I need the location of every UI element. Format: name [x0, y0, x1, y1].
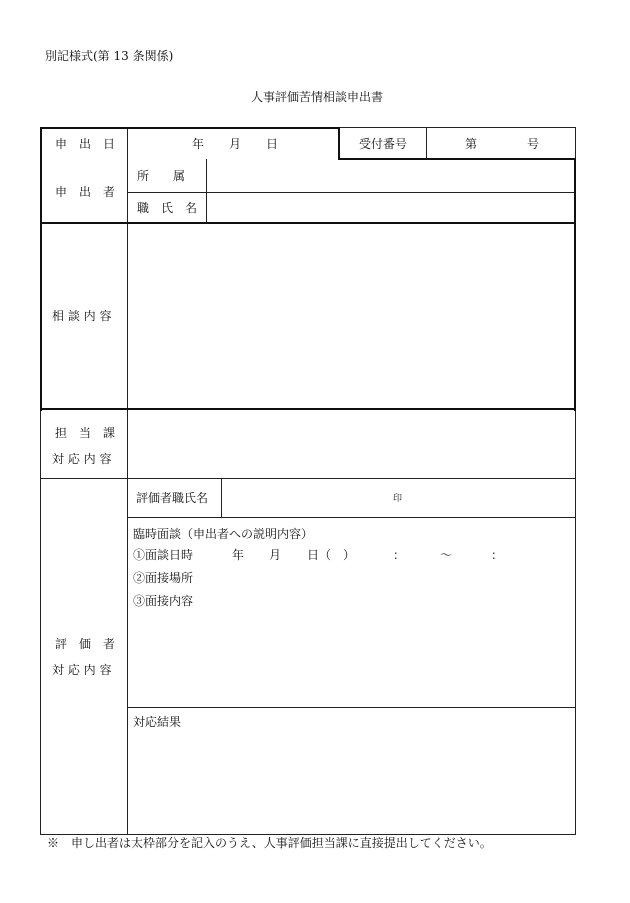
time-colon-start: ：	[393, 548, 406, 562]
line	[127, 192, 576, 193]
day-label: 日	[266, 137, 279, 151]
department-label-line2: 対 応 内 容	[52, 452, 112, 466]
name-label: 職 氏 名	[137, 201, 198, 215]
thick-line	[574, 158, 576, 411]
interview-year: 年	[232, 548, 245, 562]
line	[127, 707, 576, 708]
footnote: ※ 申し出者は太枠部分を記入のうえ、人事評価担当課に直接提出してください。	[47, 836, 492, 850]
result-label: 対応結果	[133, 715, 182, 729]
line	[426, 127, 427, 159]
interview-day: 日（ ）	[307, 548, 356, 562]
thick-line	[40, 127, 42, 411]
result-field[interactable]	[130, 730, 574, 832]
affiliation-label: 所 属	[137, 169, 186, 183]
department-label-line1: 担 当 課	[55, 426, 116, 440]
page-title: 人事評価苦情相談申出書	[251, 90, 384, 104]
thick-line	[338, 127, 340, 160]
line	[40, 834, 576, 835]
time-tilde: 〜	[440, 548, 453, 562]
receipt-number-label: 受付番号	[359, 137, 408, 151]
line	[206, 159, 207, 223]
line	[127, 127, 128, 834]
applicant-label: 申 出 者	[55, 185, 116, 199]
thick-line	[338, 158, 576, 160]
line	[127, 517, 576, 518]
evaluator-label-line2: 対 応 内 容	[52, 663, 112, 677]
form-reference: 別記様式(第 13 条関係)	[45, 49, 174, 63]
affiliation-field[interactable]	[208, 161, 572, 190]
thick-line	[40, 408, 576, 410]
line	[40, 478, 576, 479]
consultation-label: 相 談 内 容	[52, 309, 112, 323]
department-response-field[interactable]	[130, 412, 574, 476]
interview-month: 月	[269, 548, 282, 562]
thick-line	[40, 127, 340, 129]
interview-content-label: ③面接内容	[133, 594, 194, 608]
seal-mark: 印	[393, 494, 403, 504]
evaluator-label-line1: 評 価 者	[55, 637, 116, 651]
name-field[interactable]	[208, 194, 572, 220]
interview-datetime-label: ①面談日時	[133, 548, 194, 562]
evaluator-name-label: 評価者職氏名	[136, 491, 209, 505]
number-suffix: 号	[527, 137, 540, 151]
month-label: 月	[229, 137, 242, 151]
line	[221, 478, 222, 517]
consultation-field[interactable]	[130, 225, 572, 406]
thick-line	[40, 222, 576, 224]
number-prefix: 第	[465, 137, 478, 151]
interview-location-label: ②面接場所	[133, 571, 194, 585]
interview-heading: 臨時面談（申出者への説明内容）	[133, 527, 314, 541]
year-label: 年	[192, 137, 205, 151]
interview-content-field[interactable]	[130, 610, 574, 704]
date-label: 申 出 日	[55, 137, 116, 151]
time-colon-end: ：	[491, 548, 504, 562]
